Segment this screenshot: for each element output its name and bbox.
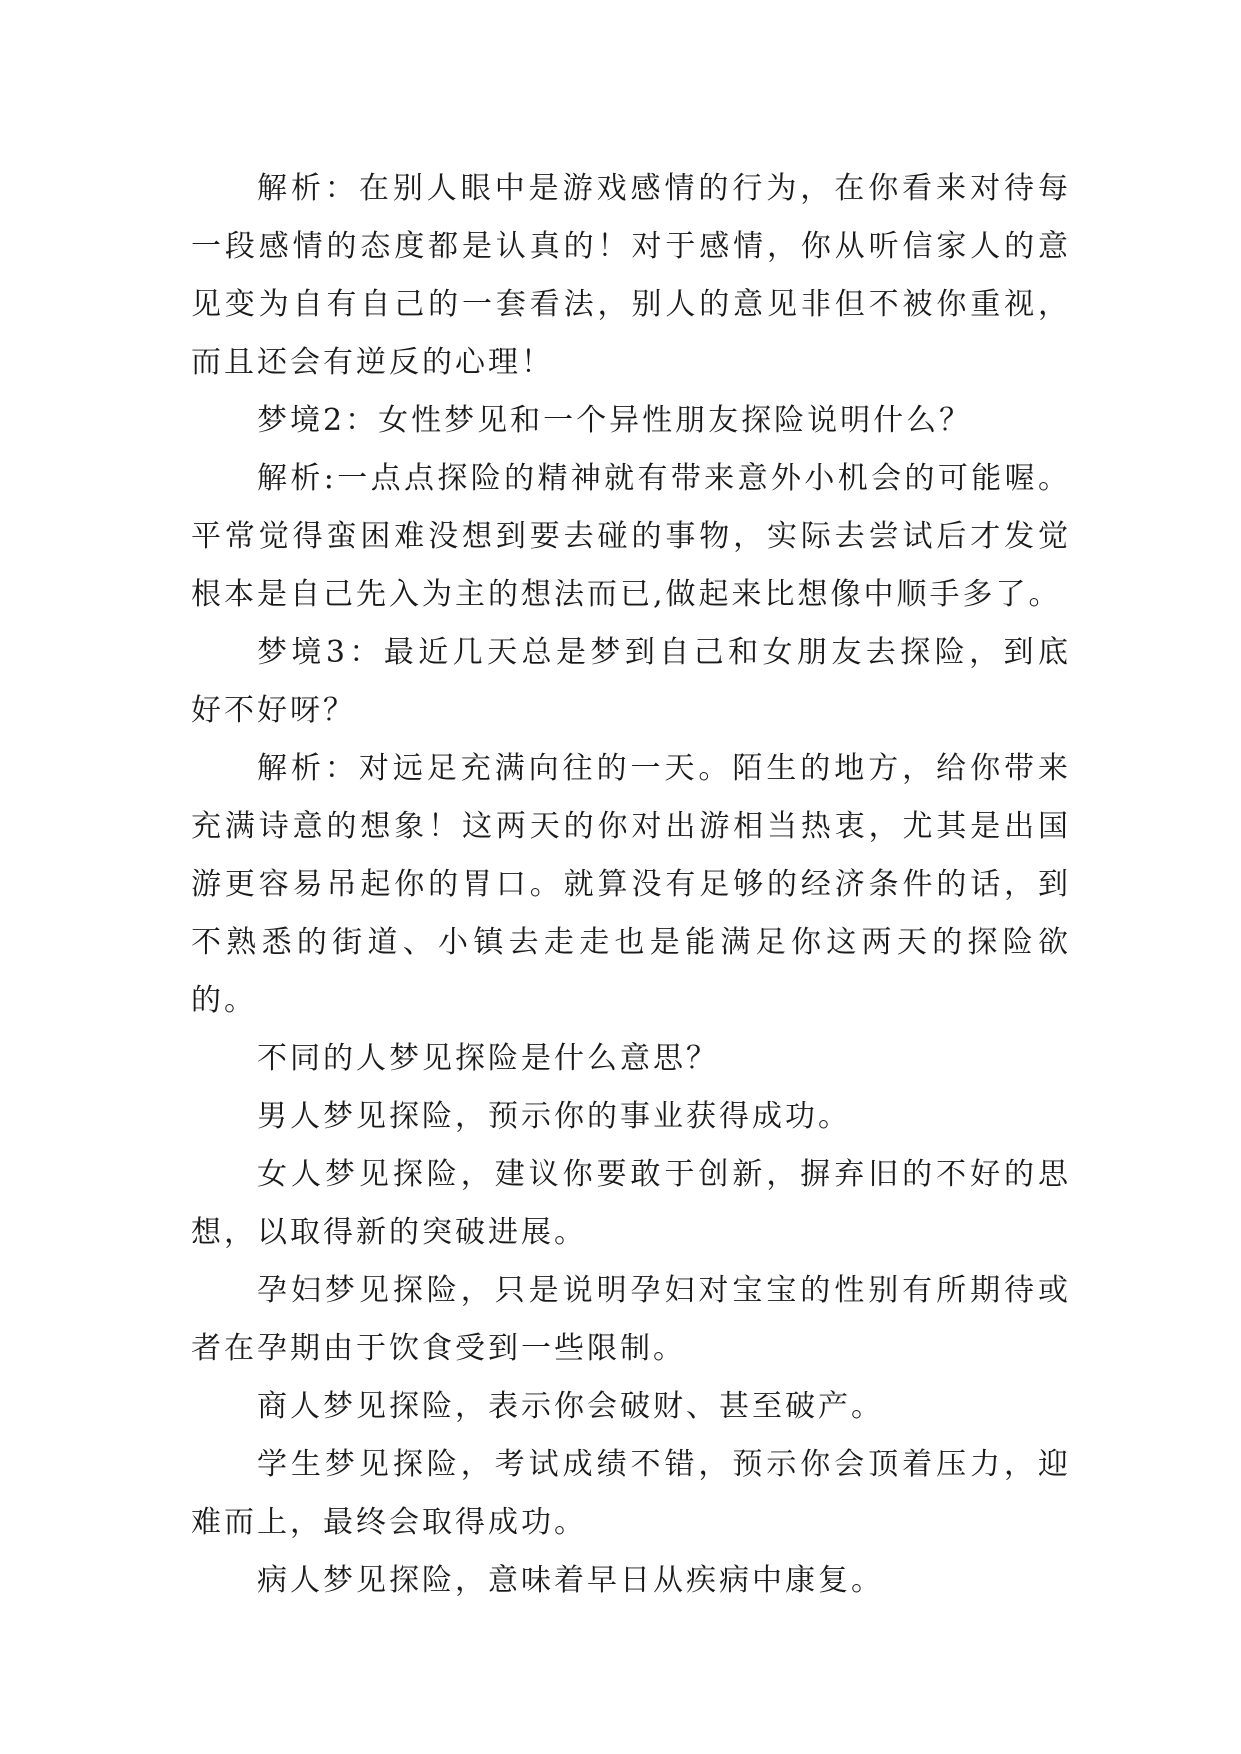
paragraph-merchant: 商人梦见探险，表示你会破财、甚至破产。 — [257, 1389, 884, 1424]
paragraph-pregnant-woman: 孕妇梦见探险，只是说明孕妇对宝宝的性别有所期待或者在孕期由于饮食受到一些限制。 — [191, 1273, 1071, 1366]
paragraph-dream-2-title: 梦境2：女性梦见和一个异性朋友探险说明什么？ — [257, 403, 973, 438]
paragraph-patient: 病人梦见探险，意味着早日从疾病中康复。 — [257, 1563, 884, 1598]
paragraph-student: 学生梦见探险，考试成绩不错，预示你会顶着压力，迎难而上，最终会取得成功。 — [191, 1447, 1071, 1540]
paragraph-section-heading: 不同的人梦见探险是什么意思？ — [257, 1041, 719, 1076]
paragraph-analysis-3: 解析：对远足充满向往的一天。陌生的地方，给你带来充满诗意的想象！这两天的你对出游相当热衷，尤其是出国游更容易吊起你的胃口。就算没有足够的经济条件的话，到不熟悉的街道、小镇去走走也是能满足你这两天的探险欲的。 — [191, 751, 1071, 1018]
paragraph-analysis-1: 解析：在别人眼中是游戏感情的行为，在你看来对待每一段感情的态度都是认真的！对于感情，你从听信家人的意见变为自有自己的一套看法，别人的意见非但不被你重视，而且还会有逆反的心理！ — [191, 171, 1071, 380]
document-body — [191, 160, 1071, 1610]
paragraph-man: 男人梦见探险，预示你的事业获得成功。 — [257, 1099, 851, 1134]
paragraph-woman: 女人梦见探险，建议你要敢于创新，摒弃旧的不好的思想，以取得新的突破进展。 — [191, 1157, 1071, 1250]
paragraph-dream-3-title: 梦境3：最近几天总是梦到自己和女朋友去探险，到底好不好呀？ — [191, 635, 1071, 728]
paragraph-analysis-2: 解析:一点点探险的精神就有带来意外小机会的可能喔。平常觉得蛮困难没想到要去碰的事物，实际去尝试后才发觉根本是自己先入为主的想法而已,做起来比想像中顺手多了。 — [191, 461, 1071, 612]
